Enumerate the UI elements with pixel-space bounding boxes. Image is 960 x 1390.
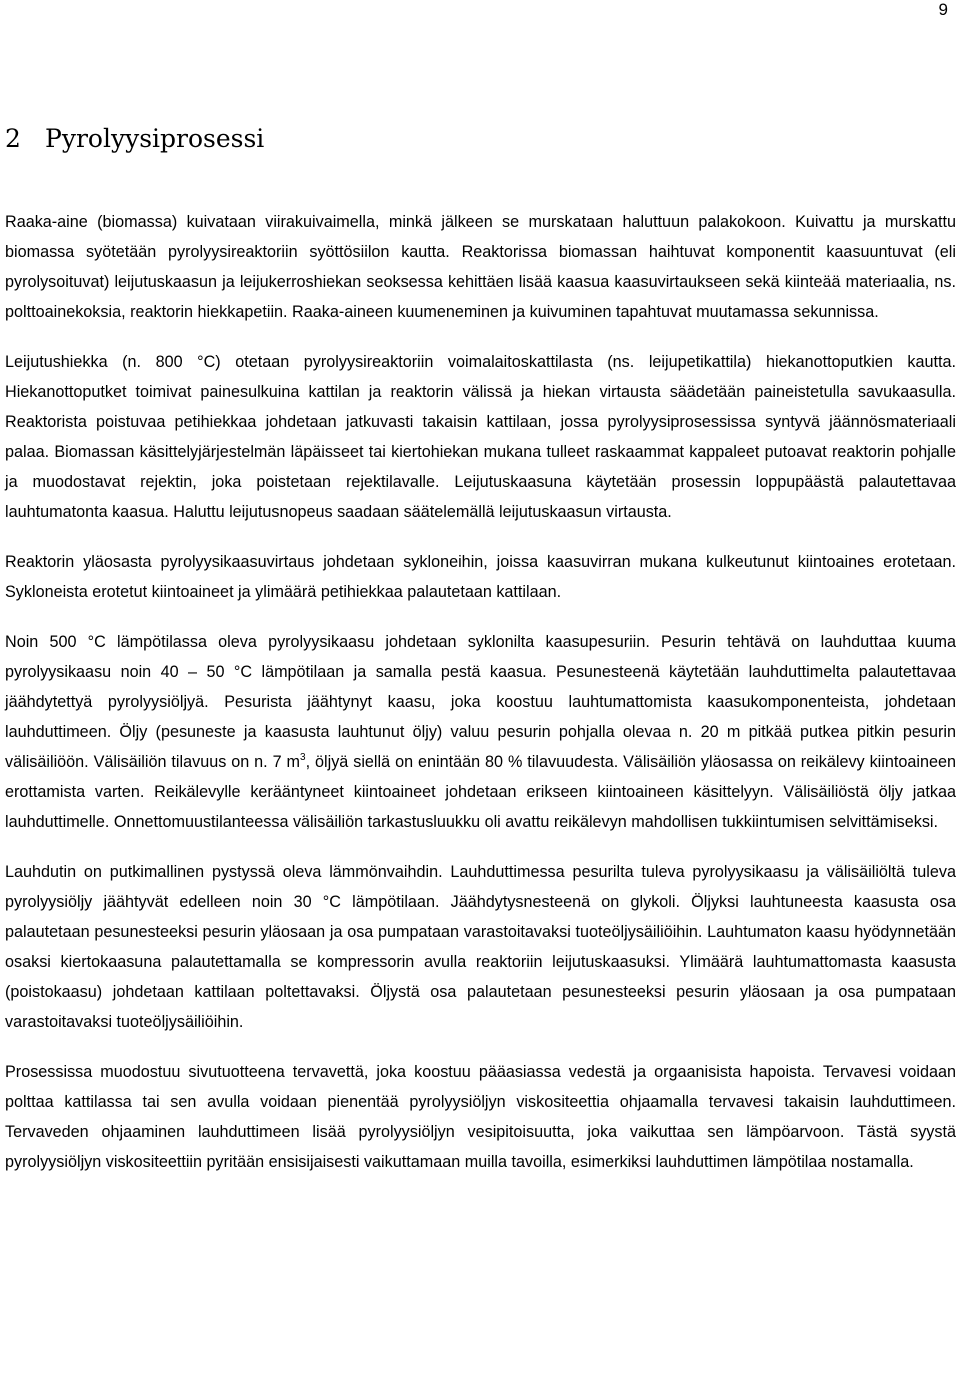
section-number: 2 — [5, 124, 21, 153]
paragraph-raw-material: Raaka-aine (biomassa) kuivataan viirakuivaimella, minkä jälkeen se murskataan haluttuun palakokoon. Kuivattu ja murskattu biomassa syötetään pyrolyysireaktoriin syöttösiilon kautta. Reaktorissa biomassan haihtuvat komponentit kaasuuntuvat (eli pyrolysoituvat) leijutuskaasun ja leijukerroshiekan seoksessa kehittäen lisää kaasua kaasuvirtaukseen sekä kiinteää materiaalia, ns. polttoainekoksia, reaktorin hiekkapetiin. Raaka-aineen kuumeneminen ja kuivuminen tapahtuvat muutamassa sekunnissa. — [5, 213, 956, 321]
paragraph-cyclones: Reaktorin yläosasta pyrolyysikaasuvirtaus johdetaan sykloneihin, joissa kaasuvirran mukana kulkeutunut kiintoaines erotetaan. Sykloneista erotetut kiintoaineet ja ylimäärä petihiekkaa palautetaan kattilaan. — [5, 553, 956, 601]
paragraph-condenser: Lauhdutin on putkimallinen pystyssä oleva lämmönvaihdin. Lauhduttimessa pesurilta tuleva pyrolyysikaasu ja välisäiliöltä tuleva pyrolyysiöljy jäähtyvät edelleen noin 30 °C lämpötilaan. Jäähdytysnesteenä on glykoli. Öljyksi lauhtuneesta kaasusta osa palautetaan pesunesteeksi pesurin yläosaan ja osa pumpataan varastoitavaksi tuoteöljysäiliöihin. Lauhtumaton kaasu hyödynnetään osaksi kiertokaasuna palautettamalla se kompressorin avulla reaktoriin leijutuskaasuksi. Ylimäärä lauhtumattomasta kaasusta (poistokaasu) johdetaan kattilaan poltettavaksi. Öljystä osa palautetaan pesunesteeksi pesurin yläosaan ja osa pumpataan varastoitavaksi tuoteöljysäiliöihin. — [5, 863, 956, 1031]
scrubber-text-start: Noin 500 °C lämpötilassa oleva pyrolyysikaasu johdetaan syklonilta kaasupesuriin. Pesurin tehtävä on lauhduttaa kuuma pyrolyysikaasu noin 40 – 50 °C lämpötilaan ja samalla pestä kaasua. Pesunesteenä käytetään lauhduttimelta palautettavaa jäähdytettyä pyrolyysiöljyä. Pesurista jäähtynyt kaasu, joka koostuu lauhtumattomista kaasukomponenteista, johdetaan lauhduttimeen. Öljy (pesuneste ja kaasusta lauhtunut öljy) valuu pesurin pohjalla olevaa n. 20 m pitkää putkea pitkin pesurin välisäiliöön. Välisäiliön tilavuus on n. 7 m — [5, 633, 956, 771]
paragraph-tar-water: Prosessissa muodostuu sivutuotteena tervavettä, joka koostuu pääasiassa vedestä ja orgaanisista hapoista. Tervavesi voidaan polttaa kattilassa tai sen avulla voidaan pienentää pyrolyysiöljyn viskositeettia ohjaamalla tervavesi takaisin lauhduttimeen. Tervaveden ohjaaminen lauhduttimeen lisää pyrolyysiöljyn vesipitoisuutta, joka vaikuttaa sen lämpöarvoon. Tästä syystä pyrolyysiöljyn viskositeettiin pyritään ensisijaisesti vaikuttamaan muilla tavoilla, esimerkiksi lauhduttimen lämpötilaa nostamalla. — [5, 1063, 956, 1171]
body-text — [5, 207, 956, 1197]
section-heading — [5, 122, 264, 156]
page-number: 9 — [938, 0, 948, 19]
cubic-superscript: 3 — [300, 751, 306, 763]
scrubber-text-end: , öljyä siellä on enintään 80 % tilavuudesta. Välisäiliön yläosassa on reikälevy kiintoaineen erottamista varten. Reikälevylle kerääntyneet kiintoaineet johdetaan erikseen kiintoaineen käsittelyyn. Välisäiliöstä öljy jatkaa lauhduttimelle. Onnettomuustilanteessa välisäiliön tarkastusluukku oli avattu reikälevyn mahdollisen tukkiintumisen selvittämiseksi. — [5, 753, 956, 831]
section-title: Pyrolyysiprosessi — [45, 124, 265, 153]
paragraph-fluidizing-sand: Leijutushiekka (n. 800 °C) otetaan pyrolyysireaktoriin voimalaitoskattilasta (ns. leijupetikattila) hiekanottoputkien kautta. Hiekanottoputket toimivat painesulkuina kattilan ja reaktorin välissä ja hiekan virtausta säädetään paineistetulla savukaasulla. Reaktorista poistuvaa petihiekkaa johdetaan jatkuvasti takaisin kattilaan, jossa pyrolyysiprosessissa syntyvä jäännösmateriaali palaa. Biomassan käsittelyjärjestelmän läpäisseet tai kiertohiekan mukana tulleet raskaammat kappaleet putoavat reaktorin pohjalle ja muodostavat rejektin, joka poistetaan rejektilavalle. Leijutuskaasuna käytetään prosessin loppupäästä palautettavaa lauhtumatonta kaasua. Haluttu leijutusnopeus saadaan säätelemällä leijutuskaasun virtausta. — [5, 353, 956, 521]
paragraph-scrubber — [5, 627, 956, 837]
